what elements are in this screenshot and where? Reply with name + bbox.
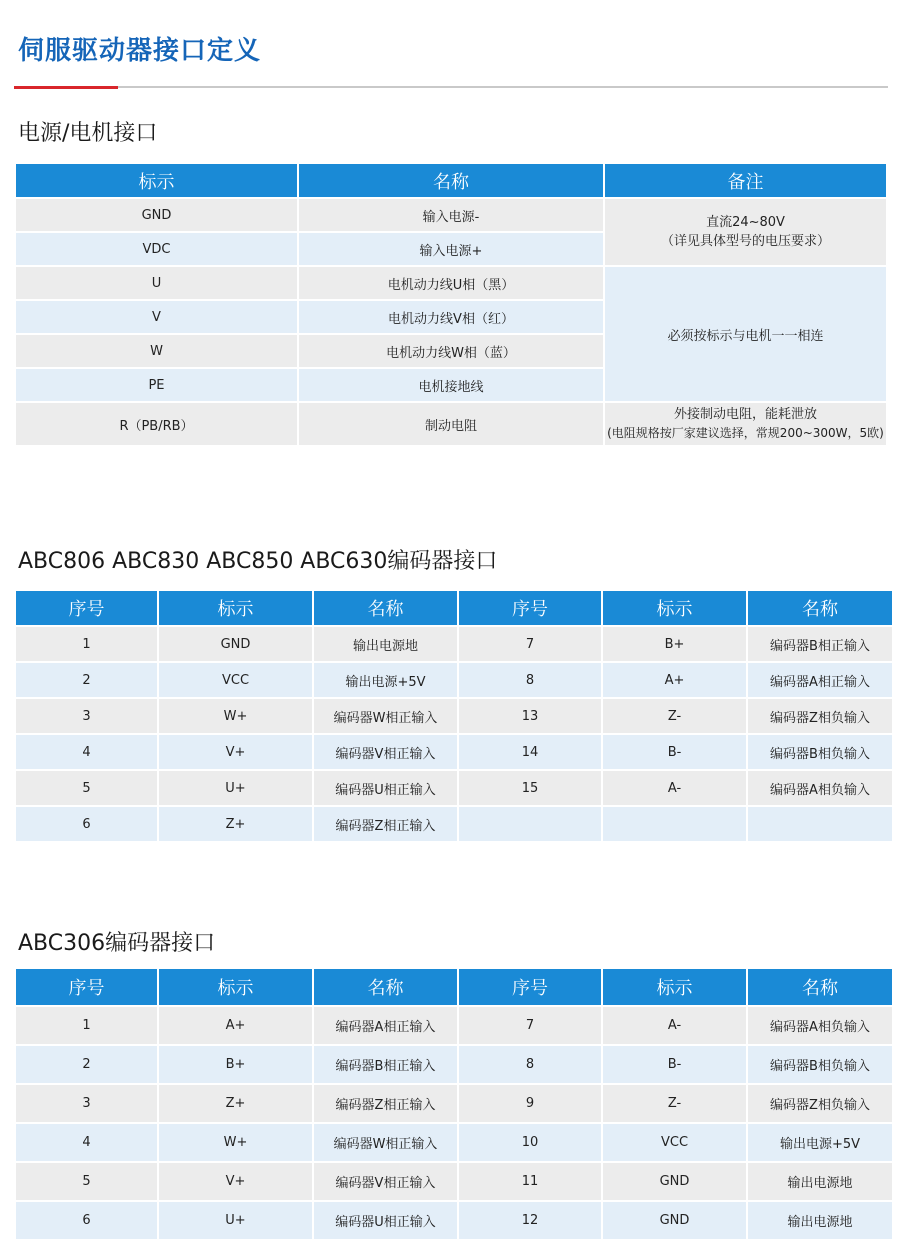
cell-mark: B- <box>603 735 746 769</box>
cell-mark: W <box>16 335 297 367</box>
cell-name: 输出电源地 <box>314 627 457 661</box>
cell-name: 编码器Z相正输入 <box>314 807 457 841</box>
cell-mark: VCC <box>159 663 312 697</box>
cell-mark: A- <box>603 771 746 805</box>
note-brake-line2: (电阻规格按厂家建议选择，常规200~300W，5欧) <box>607 426 884 440</box>
note-dc-line2: （详见具体型号的电压要求） <box>660 234 830 249</box>
cell-name: 编码器A相负输入 <box>748 1007 892 1044</box>
table-row <box>16 1163 892 1200</box>
cell-index: 15 <box>459 771 601 805</box>
encoder1-table <box>14 589 894 843</box>
cell-mark: B+ <box>603 627 746 661</box>
cell-index: 3 <box>16 699 157 733</box>
cell-name: 输入电源- <box>299 199 603 231</box>
table-header-row <box>16 164 886 197</box>
cell-index: 11 <box>459 1163 601 1200</box>
cell-index: 2 <box>16 663 157 697</box>
cell-mark: B+ <box>159 1046 312 1083</box>
cell-index: 13 <box>459 699 601 733</box>
cell-mark: PE <box>16 369 297 401</box>
header-name: 名称 <box>748 591 892 625</box>
cell-mark: VDC <box>16 233 297 265</box>
encoder2-section-title: ABC306编码器接口 <box>18 931 216 956</box>
header-name: 名称 <box>748 969 892 1005</box>
header-index: 序号 <box>459 591 601 625</box>
cell-index: 10 <box>459 1124 601 1161</box>
cell-name: 编码器Z相负输入 <box>748 699 892 733</box>
table-row <box>16 1202 892 1239</box>
cell-index: 2 <box>16 1046 157 1083</box>
cell-name: 编码器W相正输入 <box>314 699 457 733</box>
cell-mark: GND <box>159 627 312 661</box>
cell-mark: V <box>16 301 297 333</box>
cell-mark <box>603 807 746 841</box>
header-mark: 标示 <box>159 591 312 625</box>
header-mark: 标示 <box>159 969 312 1005</box>
table-row <box>16 1124 892 1161</box>
header-name: 名称 <box>314 591 457 625</box>
cell-mark: GND <box>603 1202 746 1239</box>
cell-index: 5 <box>16 1163 157 1200</box>
cell-mark: Z+ <box>159 1085 312 1122</box>
power-interface-table <box>14 162 888 447</box>
table-row <box>16 1085 892 1122</box>
cell-index: 4 <box>16 1124 157 1161</box>
cell-mark: A+ <box>159 1007 312 1044</box>
note-motor: 必须按标示与电机一一相连 <box>605 267 886 401</box>
page-title: 伺服驱动器接口定义 <box>18 36 262 66</box>
header-mark: 标示 <box>603 969 746 1005</box>
cell-index: 12 <box>459 1202 601 1239</box>
cell-name: 输入电源+ <box>299 233 603 265</box>
header-index: 序号 <box>459 969 601 1005</box>
cell-name: 输出电源+5V <box>748 1124 892 1161</box>
cell-mark: A+ <box>603 663 746 697</box>
cell-name: 编码器Z相负输入 <box>748 1085 892 1122</box>
cell-mark: Z- <box>603 1085 746 1122</box>
cell-index: 14 <box>459 735 601 769</box>
cell-mark: A- <box>603 1007 746 1044</box>
title-divider-accent <box>14 86 118 89</box>
cell-mark: R（PB/RB） <box>16 403 297 445</box>
header-mark: 标示 <box>16 164 297 197</box>
table-header-row <box>16 969 892 1005</box>
cell-name: 制动电阻 <box>299 403 603 445</box>
cell-name: 输出电源地 <box>748 1163 892 1200</box>
cell-name: 编码器A相负输入 <box>748 771 892 805</box>
cell-mark: Z- <box>603 699 746 733</box>
cell-mark: V+ <box>159 1163 312 1200</box>
table-row <box>16 663 892 697</box>
note-brake-line1: 外接制动电阻，能耗泄放 <box>673 407 817 422</box>
cell-index: 6 <box>16 1202 157 1239</box>
cell-mark: Z+ <box>159 807 312 841</box>
cell-index: 7 <box>459 1007 601 1044</box>
cell-index: 3 <box>16 1085 157 1122</box>
cell-mark: W+ <box>159 1124 312 1161</box>
table-row <box>16 807 892 841</box>
cell-mark: GND <box>603 1163 746 1200</box>
note-brake-resistor <box>605 403 886 445</box>
cell-index: 1 <box>16 1007 157 1044</box>
cell-mark: U <box>16 267 297 299</box>
power-section-title: 电源/电机接口 <box>18 121 158 146</box>
cell-name: 编码器A相正输入 <box>748 663 892 697</box>
cell-index: 8 <box>459 1046 601 1083</box>
cell-name: 编码器V相正输入 <box>314 1163 457 1200</box>
cell-mark: U+ <box>159 1202 312 1239</box>
cell-name: 输出电源地 <box>748 1202 892 1239</box>
cell-mark: VCC <box>603 1124 746 1161</box>
encoder1-section-title: ABC806 ABC830 ABC850 ABC630编码器接口 <box>18 549 498 574</box>
encoder2-table <box>14 967 894 1241</box>
cell-index: 6 <box>16 807 157 841</box>
cell-index: 4 <box>16 735 157 769</box>
header-mark: 标示 <box>603 591 746 625</box>
cell-index: 9 <box>459 1085 601 1122</box>
title-divider <box>14 86 888 88</box>
cell-index: 5 <box>16 771 157 805</box>
header-name: 名称 <box>314 969 457 1005</box>
table-row <box>16 1046 892 1083</box>
cell-name: 编码器V相正输入 <box>314 735 457 769</box>
header-note: 备注 <box>605 164 886 197</box>
cell-name: 电机动力线V相（红） <box>299 301 603 333</box>
table-row <box>16 699 892 733</box>
header-index: 序号 <box>16 591 157 625</box>
cell-name: 编码器A相正输入 <box>314 1007 457 1044</box>
table-header-row <box>16 591 892 625</box>
cell-mark: W+ <box>159 699 312 733</box>
cell-index <box>459 807 601 841</box>
cell-mark: V+ <box>159 735 312 769</box>
cell-index: 8 <box>459 663 601 697</box>
cell-name: 编码器B相正输入 <box>748 627 892 661</box>
table-row <box>16 771 892 805</box>
cell-mark: GND <box>16 199 297 231</box>
note-dc-input <box>605 199 886 265</box>
table-row <box>16 627 892 661</box>
cell-index: 7 <box>459 627 601 661</box>
cell-name: 编码器Z相正输入 <box>314 1085 457 1122</box>
cell-name: 电机动力线U相（黑） <box>299 267 603 299</box>
note-dc-line1: 直流24~80V <box>706 215 785 230</box>
cell-name: 编码器W相正输入 <box>314 1124 457 1161</box>
table-row <box>16 735 892 769</box>
cell-mark: B- <box>603 1046 746 1083</box>
table-row <box>16 267 886 299</box>
cell-name <box>748 807 892 841</box>
header-name: 名称 <box>299 164 603 197</box>
cell-name: 输出电源+5V <box>314 663 457 697</box>
cell-name: 编码器U相正输入 <box>314 1202 457 1239</box>
cell-index: 1 <box>16 627 157 661</box>
header-index: 序号 <box>16 969 157 1005</box>
cell-name: 编码器U相正输入 <box>314 771 457 805</box>
table-row <box>16 403 886 445</box>
cell-name: 电机接地线 <box>299 369 603 401</box>
cell-name: 编码器B相正输入 <box>314 1046 457 1083</box>
table-row <box>16 1007 892 1044</box>
cell-name: 电机动力线W相（蓝） <box>299 335 603 367</box>
cell-mark: U+ <box>159 771 312 805</box>
cell-name: 编码器B相负输入 <box>748 1046 892 1083</box>
cell-name: 编码器B相负输入 <box>748 735 892 769</box>
table-row <box>16 199 886 231</box>
